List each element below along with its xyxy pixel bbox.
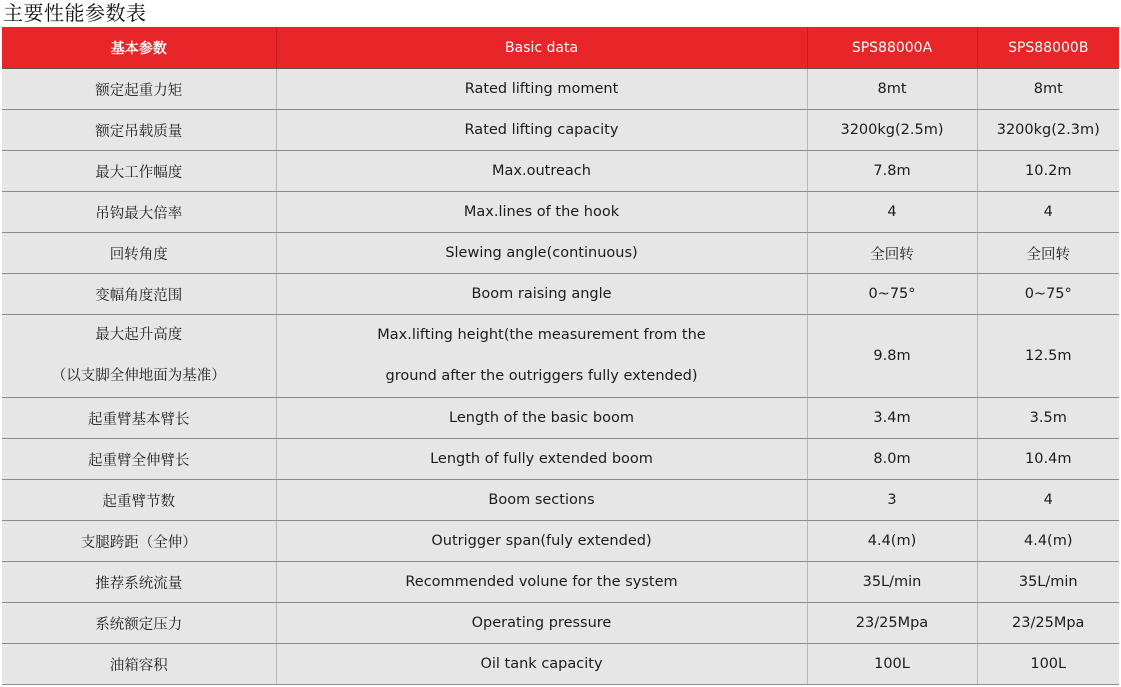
value-model-b: 10.4m — [977, 439, 1119, 480]
value-model-a: 3 — [807, 480, 977, 521]
table-row — [2, 521, 1119, 562]
value-model-a: 7.8m — [807, 151, 977, 192]
table-row — [2, 480, 1119, 521]
table-row — [2, 274, 1119, 315]
value-model-b: 23/25Mpa — [977, 603, 1119, 644]
value-model-a: 4.4(m) — [807, 521, 977, 562]
value-model-b: 35L/min — [977, 562, 1119, 603]
header-model-b: SPS88000B — [977, 27, 1119, 69]
param-cn: 起重臂基本臂长 — [2, 398, 276, 439]
header-param-en: Basic data — [276, 27, 807, 69]
param-cn: 起重臂节数 — [2, 480, 276, 521]
value-model-b: 全回转 — [977, 233, 1119, 274]
value-model-b: 0~75° — [977, 274, 1119, 315]
table-header-row — [2, 27, 1119, 69]
param-cn: 最大工作幅度 — [2, 151, 276, 192]
table-row — [2, 315, 1119, 398]
param-cn: 吊钩最大倍率 — [2, 192, 276, 233]
param-en: Outrigger span(fuly extended) — [276, 521, 807, 562]
value-model-a: 3.4m — [807, 398, 977, 439]
param-cn: 起重臂全伸臂长 — [2, 439, 276, 480]
value-model-b: 4.4(m) — [977, 521, 1119, 562]
table-row — [2, 562, 1119, 603]
param-en-line1: Max.lifting height(the measurement from the — [377, 327, 706, 343]
param-cn: 额定起重力矩 — [2, 69, 276, 110]
param-en: Max.lines of the hook — [276, 192, 807, 233]
value-model-a: 23/25Mpa — [807, 603, 977, 644]
param-cn: 支腿跨距（全伸） — [2, 521, 276, 562]
value-model-a: 3200kg(2.5m) — [807, 110, 977, 151]
value-model-b: 3200kg(2.3m) — [977, 110, 1119, 151]
param-en: Rated lifting moment — [276, 69, 807, 110]
table-row — [2, 398, 1119, 439]
table-row — [2, 151, 1119, 192]
param-en: Length of fully extended boom — [276, 439, 807, 480]
param-en-line2: ground after the outriggers fully extended) — [385, 368, 698, 384]
param-cn-line1: 最大起升高度 — [95, 327, 183, 343]
param-cn — [2, 315, 276, 398]
param-cn: 额定吊载质量 — [2, 110, 276, 151]
param-cn: 回转角度 — [2, 233, 276, 274]
value-model-b: 100L — [977, 644, 1119, 685]
param-en: Rated lifting capacity — [276, 110, 807, 151]
value-model-a: 4 — [807, 192, 977, 233]
spec-table — [2, 27, 1119, 685]
param-en: Boom sections — [276, 480, 807, 521]
value-model-b: 8mt — [977, 69, 1119, 110]
param-cn: 变幅角度范围 — [2, 274, 276, 315]
table-row — [2, 192, 1119, 233]
param-en: Oil tank capacity — [276, 644, 807, 685]
table-row — [2, 233, 1119, 274]
table-row — [2, 69, 1119, 110]
value-model-a: 8.0m — [807, 439, 977, 480]
value-model-b: 12.5m — [977, 315, 1119, 398]
header-param-cn: 基本参数 — [2, 27, 276, 69]
table-row — [2, 644, 1119, 685]
value-model-b: 10.2m — [977, 151, 1119, 192]
header-model-a: SPS88000A — [807, 27, 977, 69]
param-en: Slewing angle(continuous) — [276, 233, 807, 274]
value-model-a: 35L/min — [807, 562, 977, 603]
value-model-b: 3.5m — [977, 398, 1119, 439]
table-row — [2, 603, 1119, 644]
value-model-a: 8mt — [807, 69, 977, 110]
param-cn: 推荐系统流量 — [2, 562, 276, 603]
table-row — [2, 110, 1119, 151]
param-en: Length of the basic boom — [276, 398, 807, 439]
param-cn-line2: （以支脚全伸地面为基准） — [51, 368, 226, 384]
param-en — [276, 315, 807, 398]
param-en: Max.outreach — [276, 151, 807, 192]
param-en: Recommended volune for the system — [276, 562, 807, 603]
param-en: Operating pressure — [276, 603, 807, 644]
value-model-a: 9.8m — [807, 315, 977, 398]
value-model-b: 4 — [977, 480, 1119, 521]
table-row — [2, 439, 1119, 480]
value-model-a: 全回转 — [807, 233, 977, 274]
param-cn: 系统额定压力 — [2, 603, 276, 644]
value-model-a: 100L — [807, 644, 977, 685]
value-model-b: 4 — [977, 192, 1119, 233]
value-model-a: 0~75° — [807, 274, 977, 315]
param-en: Boom raising angle — [276, 274, 807, 315]
param-cn: 油箱容积 — [2, 644, 276, 685]
page-title: 主要性能参数表 — [3, 1, 147, 25]
